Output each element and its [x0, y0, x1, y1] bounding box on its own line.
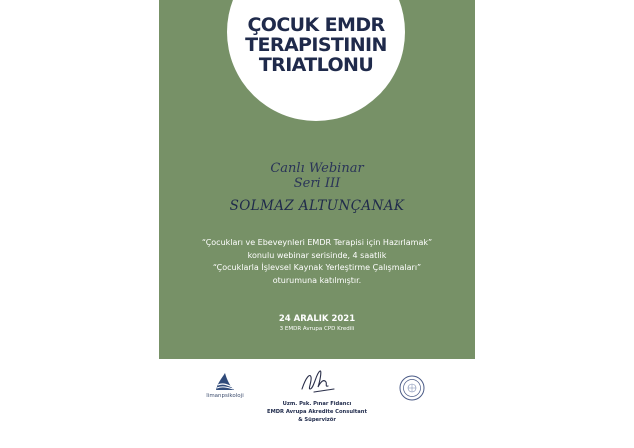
- title-line-2: TERAPISTININ: [245, 34, 387, 56]
- signatory-block: [267, 367, 367, 423]
- recipient-name: SOLMAZ ALTUNÇANAK: [229, 198, 405, 214]
- certificate-footer: [159, 359, 475, 448]
- subtitle-line-2: Seri III: [293, 176, 341, 191]
- certificate-subtitle: [159, 161, 475, 191]
- seal-icon: [399, 375, 425, 401]
- certificate-date: 24 ARALIK 2021: [278, 314, 356, 324]
- signatory-name: Uzm. Psk. Pınar Fidancı: [282, 401, 352, 407]
- signatory-role-2: & Süpervizör: [298, 417, 336, 423]
- certificate-title: [227, 15, 405, 75]
- body-line-4: oturumuna katılmıştır.: [272, 275, 362, 285]
- title-line-3: TRIATLONU: [258, 54, 374, 76]
- emdr-seal: [399, 375, 425, 405]
- liman-logo: [203, 372, 247, 402]
- certificate-body: [159, 237, 475, 287]
- body-line-2: konulu webinar serisinde, 4 saatlik: [247, 250, 387, 260]
- signatory-role: EMDR Avrupa Akredite Consultant: [267, 409, 367, 415]
- title-circle: [227, 0, 405, 121]
- title-line-1: ÇOCUK EMDR: [247, 14, 385, 36]
- subtitle-line-1: Canlı Webinar: [270, 161, 364, 176]
- liman-logo-text: limanpsikoloji: [206, 393, 244, 399]
- certificate-green-panel: [159, 0, 475, 359]
- wave-logo-icon: [214, 372, 236, 392]
- body-line-1: “Çocukları ve Ebeveynleri EMDR Terapisi için Hazırlamak”: [201, 238, 433, 247]
- body-line-3: “Çocuklarla İşlevsel Kaynak Yerleştirme Çalışmaları”: [212, 263, 422, 272]
- certificate-credit: 3 EMDR Avrupa CPD Kredili: [279, 326, 355, 332]
- signature-image: [296, 367, 338, 397]
- certificate: [159, 0, 475, 448]
